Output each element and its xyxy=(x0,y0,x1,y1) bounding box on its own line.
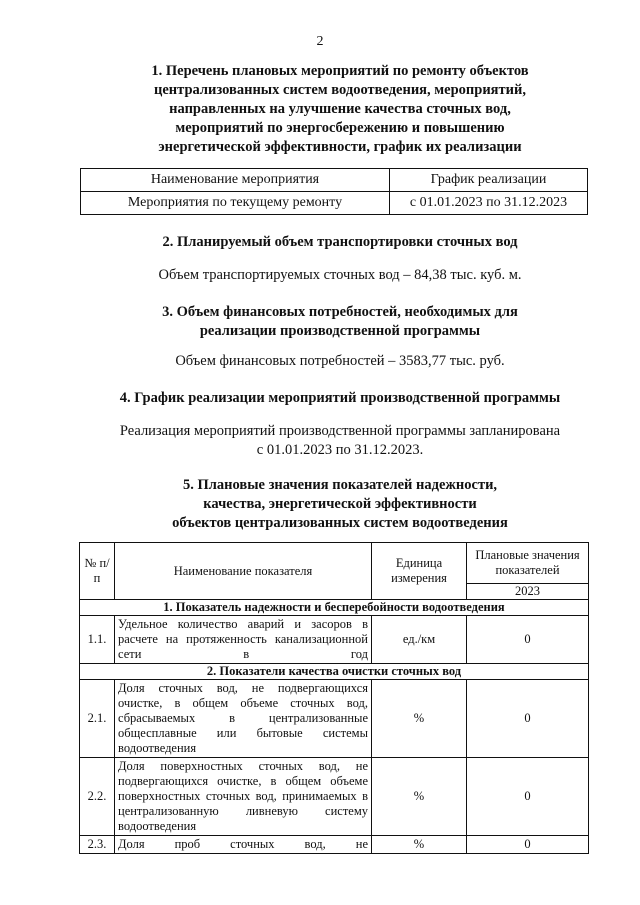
indicator-unit: % xyxy=(372,836,467,854)
section1-title-line: энергетической эффективности, график их реализации xyxy=(158,139,522,155)
section1-title-line: централизованных систем водоотведения, мероприятий, xyxy=(154,82,526,98)
group-quality: 2. Показатели качества очистки сточных вод xyxy=(80,664,589,680)
table-header-row xyxy=(80,543,589,584)
activities-table xyxy=(80,168,588,215)
section3-title-line: реализации производственной программы xyxy=(199,323,481,339)
section3-text: Объем финансовых потребностей – 3583,77 тыс. руб. xyxy=(175,353,505,369)
indicator-name: Доля поверхностных сточных вод, не подвергающихся очистке, в общем объеме поверхностных сточных вод, принимаемых в централизованную ливневую систему водоотведения xyxy=(115,758,372,836)
section5-title xyxy=(80,476,600,533)
section4-text-line: с 01.01.2023 по 31.12.2023. xyxy=(256,442,424,458)
table-row xyxy=(81,192,588,215)
indicator-name: Доля сточных вод, не подвергающихся очистке, в общем объеме сточных вод, сбрасываемых в централизованные общесплавные или бытовые системы водоотведения xyxy=(115,680,372,758)
indicator-value: 0 xyxy=(467,680,589,758)
indicator-name: Доля проб сточных вод, не xyxy=(115,836,372,854)
table-row xyxy=(80,616,589,664)
activity-schedule: с 01.01.2023 по 31.12.2023 xyxy=(390,192,588,215)
section1-title-line: 1. Перечень плановых мероприятий по ремонту объектов xyxy=(151,63,529,79)
indicator-value: 0 xyxy=(467,616,589,664)
group-reliability: 1. Показатель надежности и бесперебойности водоотведения xyxy=(80,600,589,616)
row-number: 2.3. xyxy=(80,836,115,854)
section3-title xyxy=(80,303,600,341)
section1-title-line: мероприятий по энергосбережению и повышению xyxy=(175,120,505,136)
header-unit: Единица измерения xyxy=(372,543,467,600)
header-year: 2023 xyxy=(467,584,589,600)
indicators-table xyxy=(79,542,589,854)
header-number: № п/п xyxy=(80,543,115,600)
table-group-row xyxy=(80,664,589,680)
indicator-unit: % xyxy=(372,680,467,758)
header-plan-values: Плановые значения показателей xyxy=(467,543,589,584)
row-number: 2.2. xyxy=(80,758,115,836)
table-row xyxy=(80,758,589,836)
section2-text: Объем транспортируемых сточных вод – 84,38 тыс. куб. м. xyxy=(158,267,522,283)
indicator-unit: % xyxy=(372,758,467,836)
header-schedule: График реализации xyxy=(390,169,588,192)
section4-text xyxy=(60,422,620,460)
page-number: 2 xyxy=(316,34,324,49)
indicator-unit: ед./км xyxy=(372,616,467,664)
section3-title-line: 3. Объем финансовых потребностей, необходимых для xyxy=(162,304,518,320)
table-header-row xyxy=(81,169,588,192)
header-activity-name: Наименование мероприятия xyxy=(81,169,390,192)
indicator-value: 0 xyxy=(467,836,589,854)
section5-title-line: качества, энергетической эффективности xyxy=(203,496,477,512)
row-number: 1.1. xyxy=(80,616,115,664)
header-indicator-name: Наименование показателя xyxy=(115,543,372,600)
section1-title-line: направленных на улучшение качества сточных вод, xyxy=(169,101,511,117)
section2-title: 2. Планируемый объем транспортировки сточных вод xyxy=(162,234,518,250)
indicator-value: 0 xyxy=(467,758,589,836)
indicator-name: Удельное количество аварий и засоров в расчете на протяженность канализационной сети в год xyxy=(115,616,372,664)
section4-title: 4. График реализации мероприятий производственной программы xyxy=(119,390,561,406)
section4-text-line: Реализация мероприятий производственной программы запланирована xyxy=(119,423,561,439)
activity-name: Мероприятия по текущему ремонту xyxy=(81,192,390,215)
table-row xyxy=(80,680,589,758)
table-row xyxy=(80,836,589,854)
table-group-row xyxy=(80,600,589,616)
section5-title-line: объектов централизованных систем водоотведения xyxy=(172,515,508,531)
section5-title-line: 5. Плановые значения показателей надежности, xyxy=(182,477,498,493)
section1-title xyxy=(80,62,600,157)
row-number: 2.1. xyxy=(80,680,115,758)
